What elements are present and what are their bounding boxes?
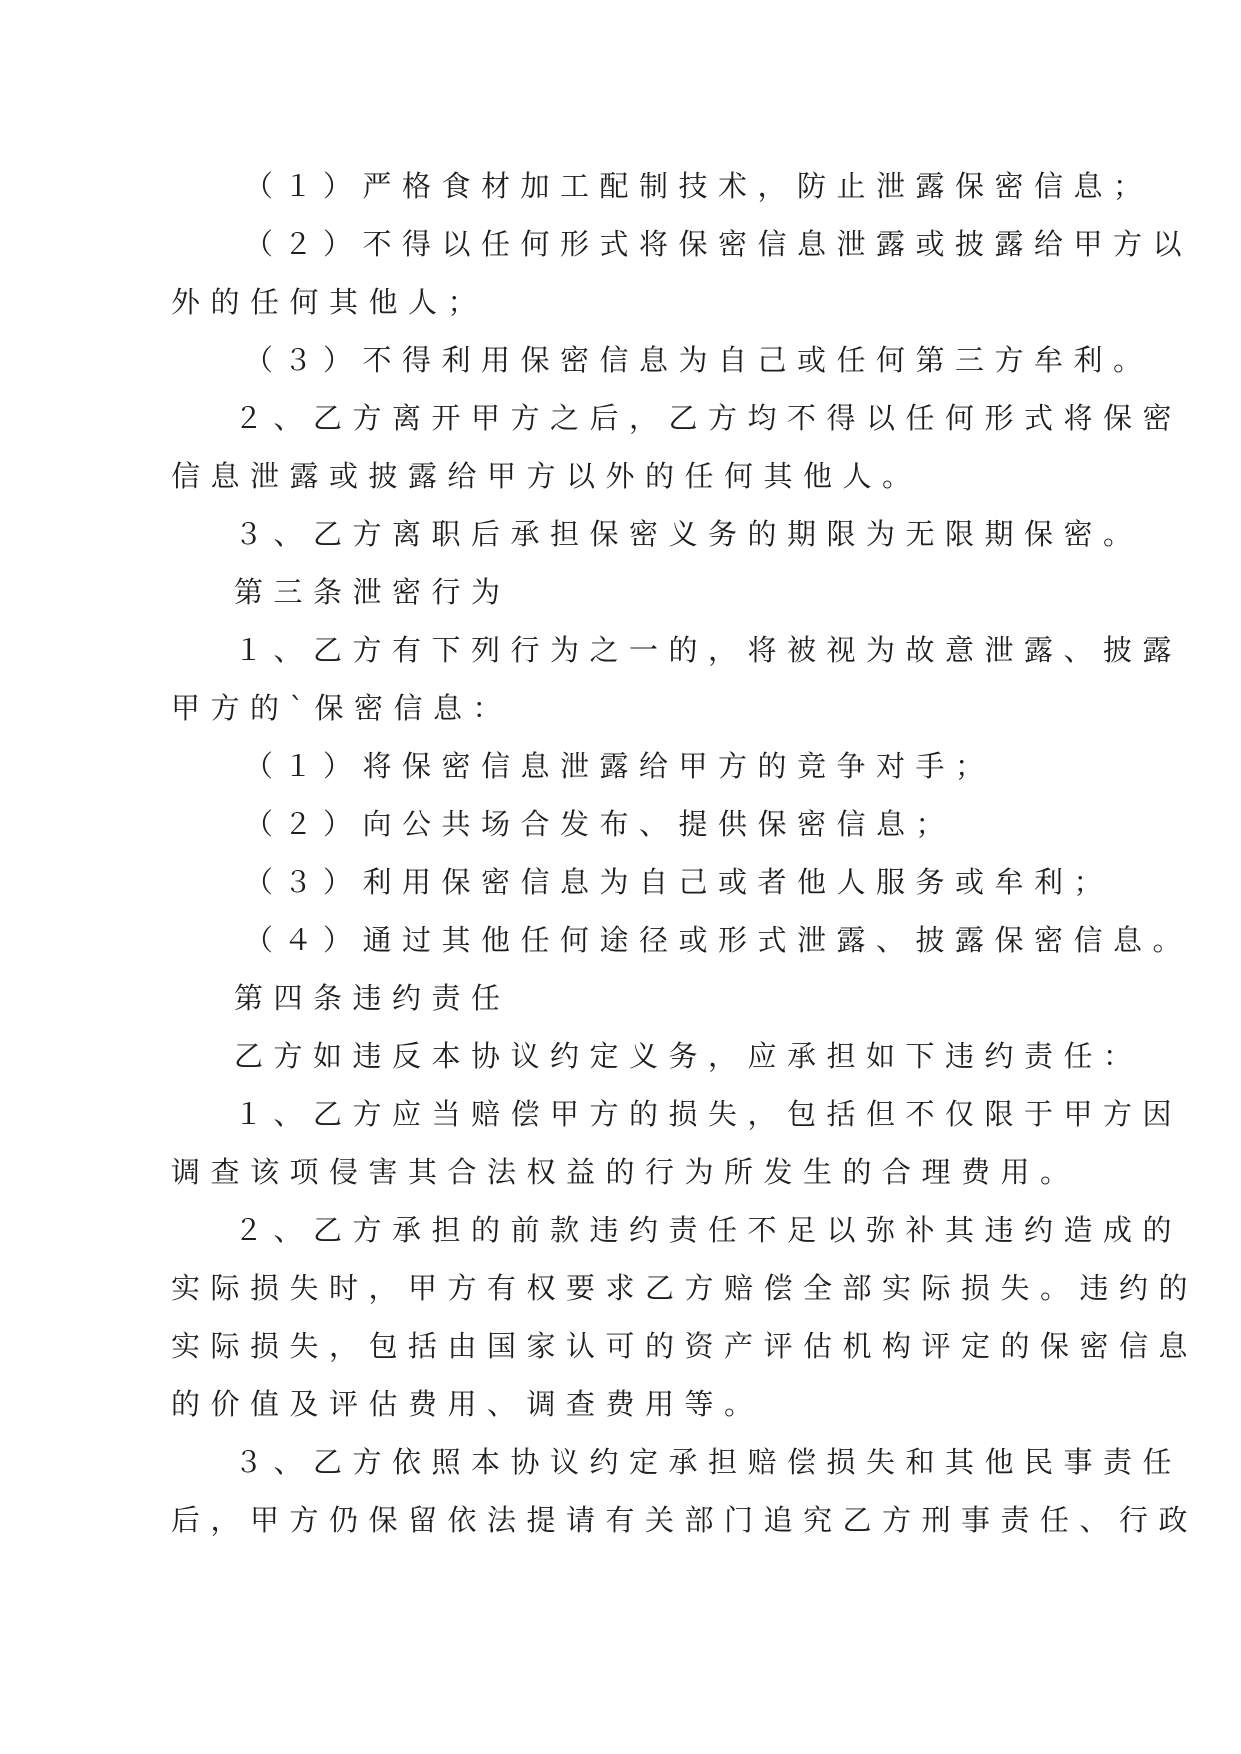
clause-4-item-3-cont: 后，甲方仍保留依法提请有关部门追究乙方刑事责任、行政: [171, 1503, 1199, 1537]
clause-3-item-1: １、乙方有下列行为之一的，将被视为故意泄露、披露: [234, 633, 1183, 667]
list-item-1-3: （３）不得利用保密信息为自己或任何第三方牟利。: [244, 343, 1153, 377]
article-4-intro: 乙方如违反本协议约定义务，应承担如下违约责任：: [234, 1039, 1143, 1073]
clause-4-item-1-cont: 调查该项侵害其合法权益的行为所发生的合理费用。: [171, 1155, 1080, 1189]
clause-2-item-2-cont: 信息泄露或披露给甲方以外的任何其他人。: [171, 459, 922, 493]
list-item-3-1: （１）将保密信息泄露给甲方的竞争对手；: [244, 749, 995, 783]
clause-4-item-2: ２、乙方承担的前款违约责任不足以弥补其违约造成的: [234, 1213, 1183, 1247]
clause-2-item-3: ３、乙方离职后承担保密义务的期限为无限期保密。: [234, 517, 1143, 551]
clause-4-item-2-cont-2: 实际损失，包括由国家认可的资产评估机构评定的保密信息: [171, 1329, 1199, 1363]
clause-4-item-2-cont-3: 的价值及评估费用、调查费用等。: [171, 1387, 764, 1421]
list-item-3-4: （４）通过其他任何途径或形式泄露、披露保密信息。: [244, 923, 1193, 957]
clause-4-item-2-cont-1: 实际损失时，甲方有权要求乙方赔偿全部实际损失。违约的: [171, 1271, 1199, 1305]
list-item-1-2-cont: 外的任何其他人；: [171, 285, 488, 319]
clause-4-item-3: ３、乙方依照本协议约定承担赔偿损失和其他民事责任: [234, 1445, 1183, 1479]
article-3-heading: 第三条泄密行为: [234, 575, 511, 609]
list-item-3-3: （３）利用保密信息为自己或者他人服务或牟利；: [244, 865, 1114, 899]
list-item-1-2: （２）不得以任何形式将保密信息泄露或披露给甲方以: [244, 227, 1193, 261]
clause-2-item-2: ２、乙方离开甲方之后，乙方均不得以任何形式将保密: [234, 401, 1183, 435]
article-4-heading: 第四条违约责任: [234, 981, 511, 1015]
clause-4-item-1: １、乙方应当赔偿甲方的损失，包括但不仅限于甲方因: [234, 1097, 1183, 1131]
list-item-1-1: （１）严格食材加工配制技术，防止泄露保密信息；: [244, 169, 1153, 203]
clause-3-item-1-cont: 甲方的`保密信息：: [171, 691, 513, 725]
list-item-3-2: （２）向公共场合发布、提供保密信息；: [244, 807, 956, 841]
